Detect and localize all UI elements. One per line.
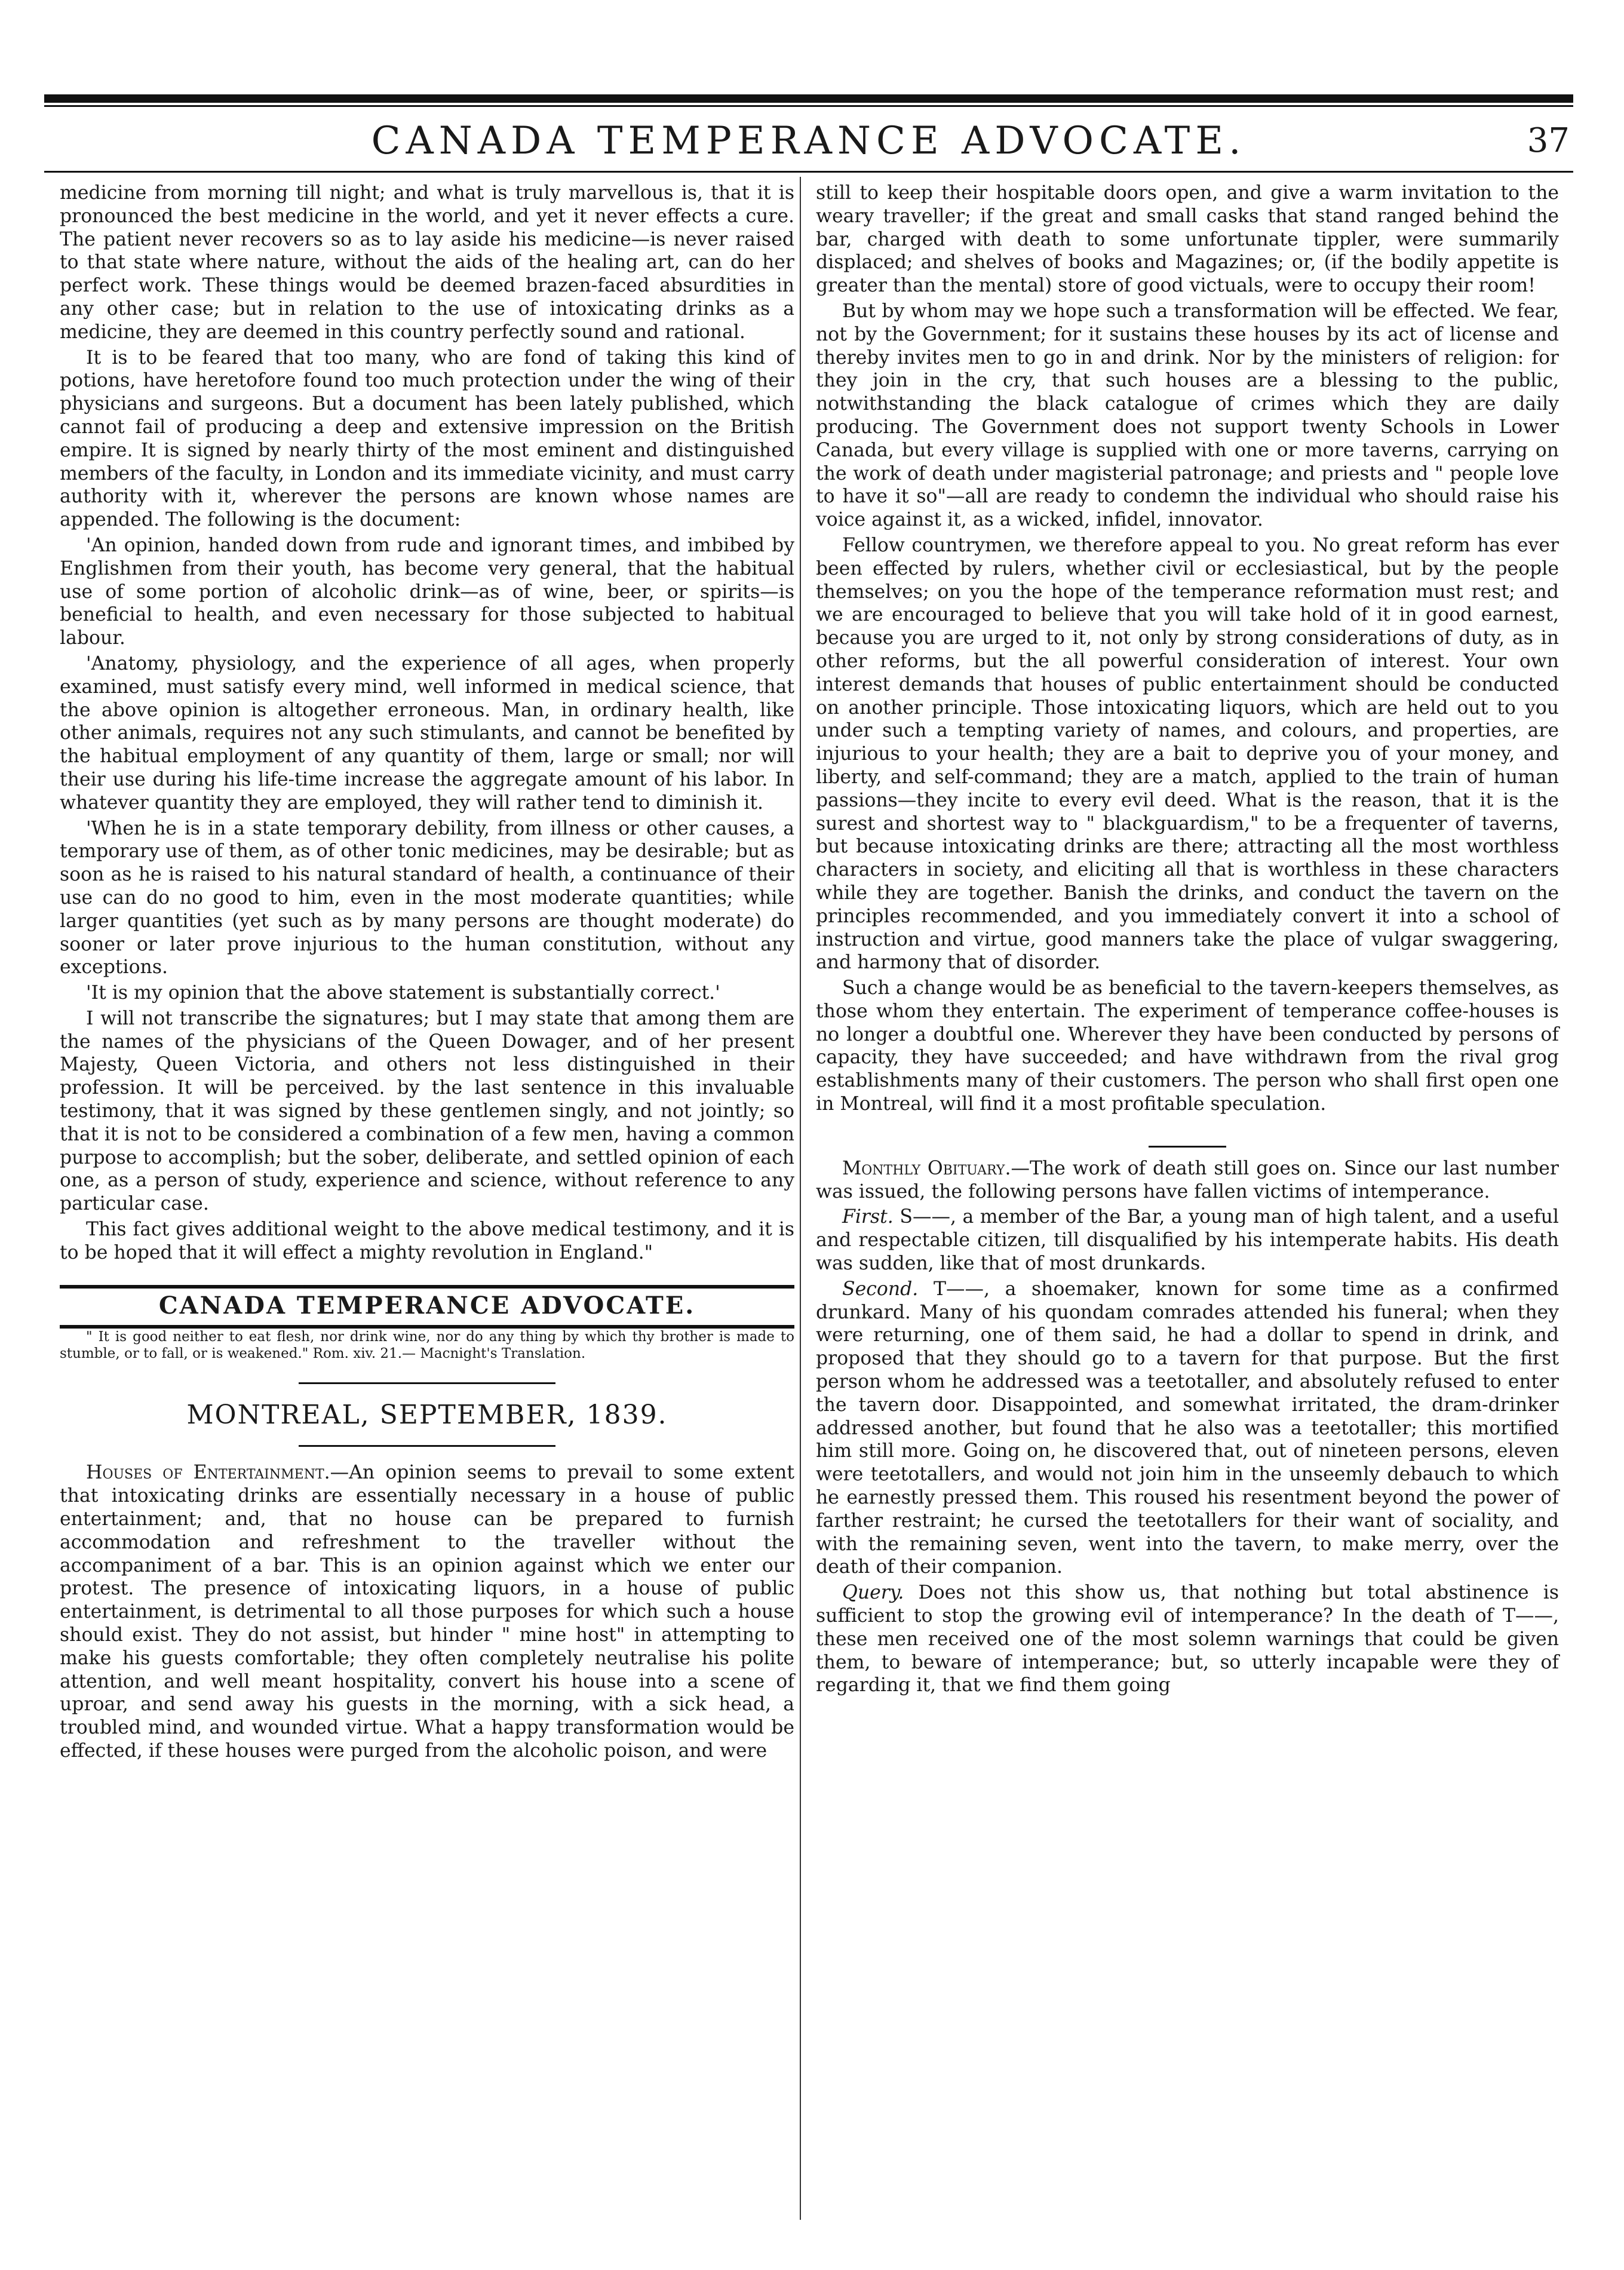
page-number: 37: [1527, 121, 1570, 160]
paragraph: Such a change would be as beneficial to the tavern-keepers themselves, as those whom they entertain. The experiment of temperance coffee-houses is no longer a doubtful one. Wherever they have been conducted by persons of capacity, they have succeeded; and have withdrawn from the rival grog establishments many of their customers. The person who shall first open one in Montreal, will find it a most profitable speculation.: [816, 977, 1559, 1115]
quoted-paragraph: 'It is my opinion that the above statement is substantially correct.': [86, 982, 720, 1004]
entry-label: Query.: [842, 1582, 904, 1604]
article-monthly-obituary: [816, 1157, 1559, 1204]
paragraph: Fellow countrymen, we therefore appeal to you. No great reform has ever been effected by rulers, whether civil or ecclesiastical, but by the people themselves; on you the hope of the temperance reformation must rest; and we are encouraged to believe that you will take hold of it in good earnest, because you are urged to it, not only by strong considerations of duty, as in other reforms, but the all powerful consideration of interest. Your own interest demands that houses of public entertainment should be conducted on another principle. Those intoxicating liquors, which are held out to you under such a tempting variety of names, and colours, and properties, are injurious to your health; they are a bait to deprive you of your money, and liberty, and self-command; they are a match, applied to the train of human passions—they incite to every evil deed. What is the reason, that it is the surest and shortest way to " blackguardism," to be a frequenter of taverns, but because intoxicating drinks are there; attracting all the most worthless characters in society, and eliciting all that is worthless in these characters while they are together. Banish the drinks, and conduct the tavern on the principles recommended, and you immediately convert it into a school of instruction and virtue, good manners take the place of vulgar swaggering, and harmony that of disorder.: [816, 534, 1559, 974]
masthead-title: CANADA TEMPERANCE ADVOCATE.: [158, 1291, 696, 1320]
article-houses-of-entertainment: [60, 1461, 794, 1762]
article-heading: Houses of Entertainment.: [86, 1462, 330, 1484]
paragraph: I will not transcribe the signatures; but I may state that among them are the names of the physicians of the Queen Dowager, and of her present Majesty, Queen Victoria, and others not less distinguished in their profession. It will be perceived. by the last sentence in this invaluable testimony, that it was signed by these gentlemen singly, and not jointly; so that it is not to be considered a combination of a few men, having a common purpose to accomplish; but the sober, deliberate, and settled opinion of each one, as a person of study, experience and science, without reference to any particular case.: [60, 1007, 794, 1215]
paragraph: This fact gives additional weight to the above medical testimony, and it is to be hoped that it will effect a mighty revolution in England.": [60, 1219, 794, 1263]
quoted-paragraph: 'When he is in a state temporary debility, from illness or other causes, a temporary use of them, as of other tonic medicines, may be desirable; but as soon as he is raised to his natural standard of health, a continuance of their use can do no good to him, even in the most moderate quantities; while larger quantities (yet such as by many persons are thought moderate) do sooner or later prove injurious to the human constitution, without any exceptions.: [60, 817, 794, 978]
top-rule-thin: [44, 105, 1573, 107]
paragraph: But by whom may we hope such a transformation will be effected. We fear, not by the Government; for it sustains these houses by its act of license and thereby invites men to go in and drink. Nor by the ministers of religion: for they join in the cry, that such houses are a blessing to the public, notwithstanding the black catalogue of crimes which they are daily producing. The Government does not support twenty Schools in Lower Canada, but every village is supplied with one or more taverns, carrying on the work of death under magisterial patronage; and priests and " people love to have it so"—all are ready to condemn the individual who should raise his voice against it, as a wicked, infidel, innovator.: [816, 300, 1559, 531]
entry-body: T——, a shoemaker, known for some time as a confirmed drunkard. Many of his quondam comrades attended his funeral; when they were returning, one of them said, he had a dollar to spend in drink, and proposed that they should go to a tavern for that purpose. But the first person whom he addressed was a teetotaller, and absolutely refused to enter the tavern door. Disappointed, and somewhat irritated, the dram-drinker addressed another, but found that he also was a teetotaller; this mortified him still more. Going on, he discovered that, out of nineteen persons, eleven were teetotallers, and would not join him in the unseemly debauch to which he earnestly pressed them. This roused his resentment beyond the power of farther restraint; he cursed the teetotallers for their want of sociality, and with the remaining seven, went into the tavern, to make merry, over the death of their companion.: [816, 1278, 1559, 1578]
article-heading: Monthly Obituary.: [842, 1157, 1011, 1179]
dateline-rule: [299, 1445, 555, 1447]
query-paragraph: [816, 1581, 1559, 1697]
obituary-entry: [816, 1278, 1559, 1579]
running-head: [44, 117, 1573, 165]
entry-body: S——, a member of the Bar, a young man of high talent, and a useful and respectable citizen, till disqualified by his intemperate habits. His death was sudden, like that of most drunkards.: [816, 1206, 1559, 1275]
dateline: MONTREAL, SEPTEMBER, 1839.: [186, 1400, 668, 1431]
paragraph: It is to be feared that too many, who are fond of taking this kind of potions, have heretofore found too much protection under the wing of their physicians and surgeons. But a document has been lately published, which cannot fail of producing a deep and extensive impression on the British empire. It is signed by nearly thirty of the most eminent and distinguished members of the faculty, in London and its immediate vicinity, and must carry authority with it, wherever the persons are known whose names are appended. The following is the document:: [60, 346, 794, 531]
head-rule: [44, 171, 1573, 173]
entry-body: Does not this show us, that nothing but total abstinence is sufficient to stop the growing evil of intemperance? In the death of T——, these men received one of the most solemn warnings that could be given them, to beware of intemperance; but, so utterly incapable were they of regarding it, that we find them going: [816, 1582, 1559, 1697]
article-body: —An opinion seems to prevail to some extent that intoxicating drinks are essentially necessary in a house of public entertainment; and, that no house can be prepared to furnish accommodation and refreshment to the traveller without the accompaniment of a bar. This is an opinion against which we enter our protest. The presence of intoxicating liquors, in a house of public entertainment, is detrimental to all those purposes for which such a house should exist. They do not assist, but hinder " mine host" in attempting to make his guests comfortable; they often completely neutralise his polite attention, and well meant hospitality, convert his house into a scene of uproar, and send away his guests in the morning, with a sick head, a troubled mind, and wounded virtue. What a happy transformation would be effected, if these houses were purged from the alcoholic poison, and were: [60, 1462, 794, 1762]
article-body: —The work of death still goes on. Since our last number was issued, the following persons have fallen victims of intemperance.: [816, 1157, 1559, 1203]
right-column: [816, 182, 1559, 1697]
masthead: [60, 1285, 794, 1329]
quoted-paragraph: 'Anatomy, physiology, and the experience of all ages, when properly examined, must satisfy every mind, well informed in medical science, that the above opinion is altogether erroneous. Man, in ordinary health, like other animals, requires not any such stimulants, and cannot be benefited by the habitual employment of any quantity of them, large or small; nor will their use during his life-time increase the aggregate amount of his labor. In whatever quantity they are employed, they will rather tend to diminish it.: [60, 652, 794, 814]
top-rule: [44, 94, 1573, 103]
entry-label: Second.: [842, 1278, 919, 1300]
section-gap: [816, 1116, 1559, 1146]
obituary-entry: [816, 1205, 1559, 1275]
column-divider: [800, 177, 801, 2220]
quoted-paragraph: 'An opinion, handed down from rude and ignorant times, and imbibed by Englishmen from their youth, has become very general, that the habitual use of some portion of alcoholic drink—as of wine, beer, or spirits—is beneficial to health, and even necessary for those subjected to habitual labour.: [60, 534, 794, 649]
running-title: CANADA TEMPERANCE ADVOCATE.: [371, 119, 1247, 163]
entry-label: First.: [842, 1206, 894, 1228]
section-rule: [1149, 1146, 1226, 1148]
paragraph: still to keep their hospitable doors open, and give a warm invitation to the weary traveller; if the great and small casks that stand ranged behind the bar, charged with death to some unfortunate tippler, were summarily displaced; and shelves of books and Magazines; or, (if the bodily appetite is greater than the mental) store of good victuals, were to occupy their room!: [816, 182, 1559, 297]
motto: " It is good neither to eat flesh, nor drink wine, nor do any thing by which thy brother is made to stumble, or to fall, or is weakened." Rom. xiv. 21.— Macnight's Translation.: [60, 1329, 794, 1362]
paragraph: medicine from morning till night; and what is truly marvellous is, that it is pronounced the best medicine in the world, and yet it never effects a cure. The patient never recovers so as to lay aside his medicine—is never raised to that state where nature, without the aids of the healing art, can do her perfect work. These things would be deemed brazen-faced absurdities in any other case; but in relation to the use of intoxicating drinks as a medicine, they are deemed in this country perfectly sound and rational.: [60, 182, 794, 343]
motto-rule: [299, 1382, 555, 1384]
left-column: [60, 182, 794, 1763]
